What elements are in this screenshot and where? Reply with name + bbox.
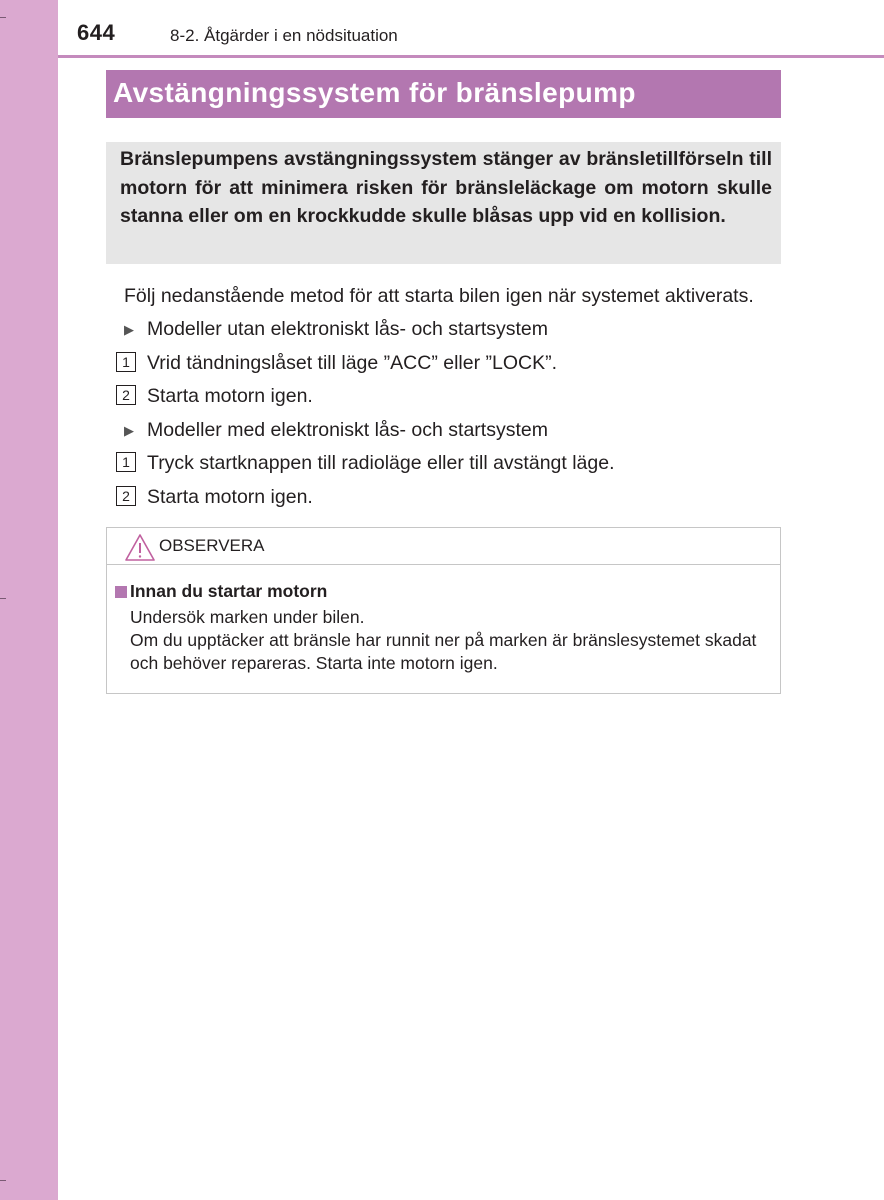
step-number: 1 [116,452,136,472]
group-heading: Modeller med elektroniskt lås- och startsystem [147,419,548,441]
notice-label: OBSERVERA [159,536,265,555]
step-text: Vrid tändningslåset till läge ”ACC” eller ”LOCK”. [147,352,558,374]
section-title: 8-2. Åtgärder i en nödsituation [170,26,398,45]
crop-mark [0,598,6,599]
notice-body [130,606,770,675]
step-text: Tryck startknappen till radioläge eller till avstängt läge. [147,452,615,474]
step-number: 2 [116,486,136,506]
play-arrow-icon: ▶ [124,322,134,337]
instruction-text: Följ nedanstående metod för att starta bilen igen när systemet aktiverats. [124,285,754,307]
play-arrow-icon: ▶ [124,423,134,438]
crop-mark [0,1180,6,1181]
group-heading: Modeller utan elektroniskt lås- och startsystem [147,318,548,340]
step-number: 1 [116,352,136,372]
header-rule [58,55,884,58]
page-number: 644 [77,20,116,45]
page-title: Avstängningssystem för bränslepump [113,77,636,108]
side-tab [0,0,58,1200]
notice-divider [107,564,780,565]
step-text: Starta motorn igen. [147,486,313,508]
warning-triangle-icon [124,533,156,562]
notice-heading: Innan du startar motorn [130,581,328,601]
title-bar [106,70,781,118]
notice-box [106,527,781,694]
notice-line: Om du upptäcker att bränsle har runnit ner på marken är bränslesystemet skadat och behöver repareras. Starta inte motorn igen. [130,630,757,673]
step-text: Starta motorn igen. [147,385,313,407]
step-number: 2 [116,385,136,405]
notice-line: Undersök marken under bilen. [130,607,365,627]
intro-text: Bränslepumpens avstängningssystem stänger av bränsletillförseln till motorn för att minimera risken för bränsleläckage om motorn skulle stanna eller om en krockkudde skulle blåsas upp vid en kollision. [120,148,772,227]
intro-box [106,142,781,264]
square-bullet-icon [115,586,127,598]
crop-mark [0,17,6,18]
